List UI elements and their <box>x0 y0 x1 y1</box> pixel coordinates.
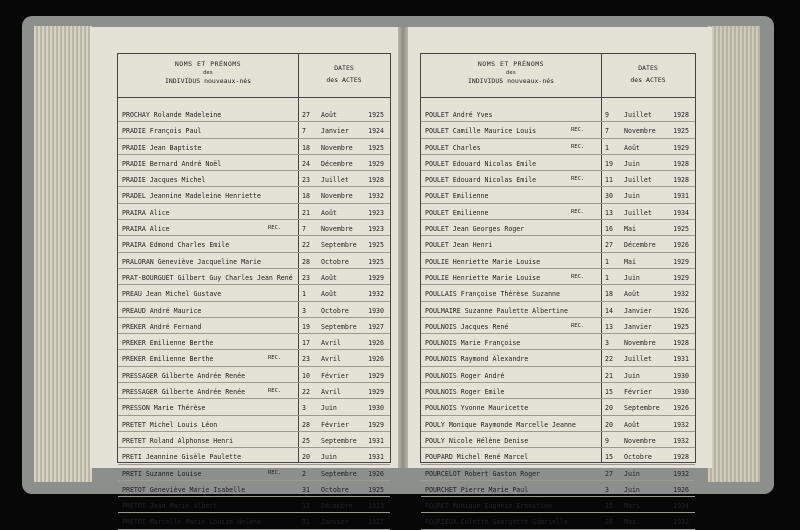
entry-year: 1927 <box>368 518 384 527</box>
entry-name: POULY Nicole Hélène Denise <box>425 436 529 445</box>
entry-row <box>421 171 695 187</box>
entry-day: 13 <box>605 322 613 331</box>
entry-year: 1925 <box>673 225 689 234</box>
entry-month: Juillet <box>624 176 652 185</box>
right-ledger <box>420 53 696 527</box>
entry-month: Mars <box>624 502 640 511</box>
entry-name: PRADIE Jacques Michel <box>122 176 206 185</box>
entry-day: 18 <box>605 290 613 299</box>
entry-day: 19 <box>302 322 310 331</box>
entry-name: PRAIRA Alice <box>122 208 170 217</box>
entry-day: 31 <box>302 518 310 527</box>
entry-row <box>118 399 390 415</box>
entry-year: 1924 <box>368 127 384 136</box>
entry-row <box>118 350 390 366</box>
entry-year: 1923 <box>368 502 384 511</box>
entry-row <box>118 383 390 399</box>
entry-month: Novembre <box>624 436 656 445</box>
entry-row <box>118 155 390 171</box>
entry-year: 1929 <box>673 143 689 152</box>
entry-row <box>421 139 695 155</box>
entry-name: PRADIE Bernard André Noël <box>122 159 222 168</box>
dates-sub: des ACTES <box>326 76 362 84</box>
entry-row <box>421 465 695 481</box>
entry-month: Juillet <box>624 208 652 217</box>
entry-row <box>118 236 390 252</box>
entry-day: 22 <box>302 241 310 250</box>
entry-month: Décembre <box>321 159 353 168</box>
entry-note: REC. <box>571 322 585 329</box>
entry-name: POULET Emilienne <box>425 208 489 217</box>
entry-name: PREKER Emilienne Berthe <box>122 339 214 348</box>
entry-day: 22 <box>302 388 310 397</box>
entry-day: 10 <box>302 371 310 380</box>
entry-day: 24 <box>302 159 310 168</box>
entry-month: Septembre <box>321 241 357 250</box>
entry-year: 1925 <box>368 143 384 152</box>
entry-year: 1928 <box>673 111 689 119</box>
entry-day: 25 <box>302 436 310 445</box>
entry-day: 1 <box>605 257 609 266</box>
entry-name: POULNOIS Roger Emile <box>425 388 505 397</box>
entry-name: POURCHET Pierre Marie Paul <box>425 485 529 494</box>
entry-year: 1925 <box>368 241 384 250</box>
entry-row <box>118 497 390 513</box>
entry-day: 18 <box>302 143 310 152</box>
entry-year: 1931 <box>673 192 689 201</box>
entry-year: 1926 <box>368 355 384 364</box>
entry-name: POULET Charles <box>425 143 481 152</box>
entry-month: Novembre <box>624 339 656 348</box>
entry-name: PRETET Michel Louis Léon <box>122 420 218 429</box>
entry-row <box>118 432 390 448</box>
entry-day: 22 <box>605 355 613 364</box>
entry-row <box>118 171 390 187</box>
entry-name: PRAT-BOURGUET Gilbert Guy Charles Jean René <box>122 273 293 282</box>
entry-month: Septembre <box>321 436 357 445</box>
entry-month: Août <box>321 111 337 119</box>
names-column-header <box>118 60 298 85</box>
entry-row <box>421 155 695 171</box>
entry-day: 19 <box>605 159 613 168</box>
entry-year: 1932 <box>673 518 689 527</box>
entry-name: PRETOT Jean Marie Albert <box>122 502 218 511</box>
entry-name: POULMAIRE Suzanne Paulette Albertine <box>425 306 568 315</box>
entry-name: POULNOIS Marie Françoise <box>425 339 521 348</box>
entry-day: 7 <box>302 127 306 136</box>
entry-note: REC. <box>268 225 282 232</box>
entry-month: Avril <box>321 339 341 348</box>
entry-month: Juin <box>624 273 640 282</box>
entry-row <box>421 497 695 513</box>
entry-row <box>118 465 390 481</box>
entry-day: 1 <box>302 290 306 299</box>
entry-year: 1928 <box>673 453 689 462</box>
entry-day: 27 <box>605 469 613 478</box>
left-ledger <box>117 53 391 527</box>
entry-row <box>421 122 695 138</box>
entry-day: 23 <box>302 176 310 185</box>
entry-row <box>421 318 695 334</box>
entry-year: 1925 <box>673 322 689 331</box>
entry-year: 1927 <box>368 322 384 331</box>
entry-day: 21 <box>302 208 310 217</box>
entry-month: Novembre <box>321 143 353 152</box>
entry-day: 15 <box>605 453 613 462</box>
entry-month: Juin <box>321 404 337 413</box>
entry-row <box>421 204 695 220</box>
entry-row <box>421 513 695 529</box>
names-des: des <box>203 70 213 76</box>
entry-month: Août <box>624 420 640 429</box>
entry-row <box>118 285 390 301</box>
entry-row <box>421 367 695 383</box>
entry-day: 28 <box>605 518 613 527</box>
entry-month: Février <box>321 371 349 380</box>
entry-month: Juillet <box>321 176 349 185</box>
entry-year: 1928 <box>673 339 689 348</box>
entry-month: Octobre <box>321 257 349 266</box>
entry-year: 1930 <box>368 404 384 413</box>
entry-row <box>421 432 695 448</box>
entry-day: 3 <box>302 306 306 315</box>
entry-year: 1930 <box>673 388 689 397</box>
entry-year: 1930 <box>673 371 689 380</box>
entry-month: Août <box>624 143 640 152</box>
entry-month: Août <box>321 290 337 299</box>
dates-column-header <box>298 64 390 84</box>
entry-day: 17 <box>302 339 310 348</box>
entry-name: POULNOIS Jacques René <box>425 322 509 331</box>
entry-year: 1929 <box>368 371 384 380</box>
entry-row <box>118 204 390 220</box>
entry-year: 1926 <box>368 469 384 478</box>
entry-row <box>421 416 695 432</box>
entry-month: Décembre <box>321 502 353 511</box>
entry-name: PRETOT Geneviève Marie Isabelle <box>122 485 246 494</box>
entry-name: POULET Edouard Nicolas Emile <box>425 159 537 168</box>
book-gutter <box>398 27 408 468</box>
entry-month: Octobre <box>321 485 349 494</box>
entry-name: POULET Emilienne <box>425 192 489 201</box>
entry-month: Juin <box>624 469 640 478</box>
entry-month: Mai <box>624 257 636 266</box>
entry-day: 30 <box>605 192 613 201</box>
entry-name: POULET Jean Henri <box>425 241 493 250</box>
entry-day: 3 <box>302 404 306 413</box>
entry-row <box>421 285 695 301</box>
entry-name: POULIE Henriette Marie Louise <box>425 257 541 266</box>
entry-name: PRADIE François Paul <box>122 127 202 136</box>
entry-month: Juin <box>624 192 640 201</box>
entry-row <box>421 399 695 415</box>
entry-year: 1923 <box>368 208 384 217</box>
dates-sub: des ACTES <box>630 76 666 84</box>
entry-row <box>421 448 695 464</box>
entry-day: 1 <box>605 273 609 282</box>
entry-day: 11 <box>605 176 613 185</box>
entry-day: 13 <box>605 208 613 217</box>
entry-year: 1926 <box>673 485 689 494</box>
entry-year: 1928 <box>673 176 689 185</box>
entry-year: 1928 <box>673 159 689 168</box>
entry-name: PRALORAN Geneviève Jacqueline Marie <box>122 257 261 266</box>
entry-day: 21 <box>605 371 613 380</box>
entry-month: Décembre <box>624 241 656 250</box>
entry-day: 23 <box>302 273 310 282</box>
left-entries <box>118 106 390 530</box>
dates-title: DATES <box>334 64 354 72</box>
entry-month: Août <box>624 290 640 299</box>
entry-year: 1929 <box>368 159 384 168</box>
entry-year: 1929 <box>368 388 384 397</box>
entry-name: PRETI Jeannine Gisèle Paulette <box>122 453 242 462</box>
entry-note: REC. <box>571 127 585 134</box>
entry-year: 1931 <box>368 436 384 445</box>
names-title: NOMS ET PRÉNOMS <box>477 60 545 68</box>
entry-year: 1934 <box>673 208 689 217</box>
names-sub1: INDIVIDUS <box>164 77 201 85</box>
entry-row <box>421 350 695 366</box>
entry-name: PRAIRA Edmond Charles Emile <box>122 241 230 250</box>
ledger-header <box>421 54 695 98</box>
entry-month: Novembre <box>624 127 656 136</box>
entry-year: 1932 <box>673 290 689 299</box>
entry-month: Mai <box>624 225 636 234</box>
ledger-header <box>118 54 390 98</box>
entry-name: PRAIRA Alice <box>122 225 170 234</box>
right-entries <box>421 106 695 530</box>
entry-name: POUPARD Michel René Marcel <box>425 453 529 462</box>
entry-day: 28 <box>302 257 310 266</box>
entry-day: 27 <box>605 241 613 250</box>
entry-name: PROCHAY Rolande Madeleine <box>122 111 222 119</box>
left-page-edges <box>34 26 92 482</box>
entry-day: 9 <box>605 111 609 119</box>
entry-row <box>118 481 390 497</box>
entry-note: REC. <box>571 208 585 215</box>
entry-name: POURET Monique Eugénie Ernestine <box>425 502 553 511</box>
entry-row <box>118 187 390 203</box>
entry-year: 1932 <box>368 192 384 201</box>
entry-year: 1926 <box>673 306 689 315</box>
entry-month: Août <box>321 273 337 282</box>
entry-year: 1926 <box>368 339 384 348</box>
entry-row <box>421 302 695 318</box>
entry-year: 1925 <box>673 127 689 136</box>
entry-year: 1932 <box>673 436 689 445</box>
entry-note: REC. <box>268 469 282 476</box>
entry-name: POULNOIS Roger André <box>425 371 505 380</box>
names-title: NOMS ET PRÉNOMS <box>174 60 242 68</box>
entry-year: 1928 <box>368 176 384 185</box>
entry-name: POULLAIS Françoise Thérèse Suzanne <box>425 290 560 299</box>
names-sub1: INDIVIDUS <box>467 77 504 85</box>
entry-name: PREKER André Fernand <box>122 322 202 331</box>
entry-month: Janvier <box>624 322 652 331</box>
entry-month: Septembre <box>321 322 357 331</box>
entry-month: Février <box>321 420 349 429</box>
entry-month: Octobre <box>624 453 652 462</box>
entry-year: 1929 <box>673 273 689 282</box>
entry-note: REC. <box>571 143 585 150</box>
entry-day: 7 <box>302 225 306 234</box>
entry-name: POULET Jean Georges Roger <box>425 225 525 234</box>
entry-year: 1931 <box>368 453 384 462</box>
entry-month: Août <box>321 208 337 217</box>
entry-name: POULET Edouard Nicolas Emile <box>425 176 537 185</box>
entry-month: Juin <box>624 371 640 380</box>
entry-day: 15 <box>605 502 613 511</box>
names-sub2: nouveaux-nés <box>507 77 555 85</box>
entry-year: 1934 <box>673 502 689 511</box>
entry-day: 31 <box>302 485 310 494</box>
names-des: des <box>506 70 516 76</box>
entry-row <box>118 106 390 122</box>
entry-row <box>118 220 390 236</box>
entry-row <box>118 334 390 350</box>
entry-year: 1930 <box>368 306 384 315</box>
entry-day: 23 <box>302 355 310 364</box>
entry-year: 1923 <box>368 225 384 234</box>
entry-day: 7 <box>605 127 609 136</box>
dates-title: DATES <box>638 64 658 72</box>
entry-day: 20 <box>605 404 613 413</box>
entry-month: Juin <box>624 485 640 494</box>
entry-day: 15 <box>605 388 613 397</box>
entry-month: Janvier <box>624 306 652 315</box>
entry-year: 1929 <box>368 420 384 429</box>
entry-name: PREAU Jean Michel Gustave <box>122 290 222 299</box>
entry-month: Novembre <box>321 225 353 234</box>
entry-row <box>421 236 695 252</box>
entry-name: POULNOIS Yvonne Mauricette <box>425 404 529 413</box>
entry-month: Avril <box>321 355 341 364</box>
entry-day: 14 <box>605 306 613 315</box>
entry-name: POULNOIS Raymond Alexandre <box>425 355 529 364</box>
entry-name: PRADIE Jean Baptiste <box>122 143 202 152</box>
entry-row <box>118 253 390 269</box>
entry-name: PRETI Suzanne Louise <box>122 469 202 478</box>
entry-name: POULET André Yves <box>425 111 493 119</box>
entry-name: PRESSAGER Gilberte Andrée Renée <box>122 388 246 397</box>
entry-note: REC. <box>571 176 585 183</box>
entry-row <box>118 513 390 529</box>
entry-name: PRETOT Marcelle Marie Louise Hélène <box>122 518 261 527</box>
entry-name: PRETET Roland Alphonse Henri <box>122 436 234 445</box>
entry-row <box>118 139 390 155</box>
entry-name: PRADEL Jeannine Madeleine Henriette <box>122 192 261 201</box>
entry-row <box>118 269 390 285</box>
entry-month: Septembre <box>624 404 660 413</box>
entry-name: POULET Camille Maurice Louis <box>425 127 537 136</box>
entry-month: Mai <box>624 518 636 527</box>
entry-row <box>421 481 695 497</box>
entry-month: Janvier <box>321 518 349 527</box>
entry-year: 1926 <box>673 404 689 413</box>
entry-day: 27 <box>302 111 310 119</box>
entry-name: POURCELOT Robert Gaston Roger <box>425 469 541 478</box>
entry-row <box>118 416 390 432</box>
entry-row <box>421 220 695 236</box>
entry-year: 1932 <box>673 420 689 429</box>
right-page-edges <box>708 26 760 482</box>
entry-note: REC. <box>571 273 585 280</box>
entry-row <box>118 448 390 464</box>
entry-row <box>421 187 695 203</box>
entry-day: 2 <box>302 469 306 478</box>
entry-name: POULIE Henriette Marie Louise <box>425 273 541 282</box>
entry-month: Février <box>624 388 652 397</box>
entry-row <box>421 269 695 285</box>
entry-row <box>421 106 695 122</box>
entry-year: 1925 <box>368 257 384 266</box>
entry-year: 1925 <box>368 111 384 119</box>
entry-row <box>118 302 390 318</box>
entry-day: 16 <box>605 225 613 234</box>
entry-row <box>118 318 390 334</box>
entry-note: REC. <box>268 355 282 362</box>
entry-day: 13 <box>302 502 310 511</box>
entry-name: PRESSON Marie Thérèse <box>122 404 206 413</box>
names-column-header <box>421 60 601 85</box>
entry-row <box>421 334 695 350</box>
names-sub2: nouveaux-nés <box>204 77 252 85</box>
dates-column-header <box>601 64 695 84</box>
entry-month: Avril <box>321 388 341 397</box>
entry-day: 3 <box>605 339 609 348</box>
entry-year: 1929 <box>673 257 689 266</box>
entry-month: Juin <box>321 453 337 462</box>
entry-row <box>118 122 390 138</box>
entry-month: Octobre <box>321 306 349 315</box>
entry-row <box>118 367 390 383</box>
entry-row <box>421 253 695 269</box>
entry-month: Septembre <box>321 469 357 478</box>
entry-day: 20 <box>302 453 310 462</box>
entry-year: 1932 <box>368 290 384 299</box>
entry-day: 20 <box>605 420 613 429</box>
entry-month: Juillet <box>624 111 652 119</box>
entry-year: 1932 <box>673 469 689 478</box>
entry-month: Juillet <box>624 355 652 364</box>
entry-year: 1925 <box>368 485 384 494</box>
entry-day: 3 <box>605 485 609 494</box>
entry-name: POULY Monique Raymonde Marcelle Jeanne <box>425 420 576 429</box>
entry-month: Novembre <box>321 192 353 201</box>
entry-year: 1929 <box>368 273 384 282</box>
entry-month: Juin <box>624 159 640 168</box>
entry-note: REC. <box>268 388 282 395</box>
entry-day: 28 <box>302 420 310 429</box>
entry-row <box>421 383 695 399</box>
entry-day: 9 <box>605 436 609 445</box>
entry-name: PREKER Emilienne Berthe <box>122 355 214 364</box>
entry-year: 1926 <box>673 241 689 250</box>
entry-name: POURIEUX Colette Georgette Gabrielle <box>425 518 568 527</box>
entry-name: PREAUD André Maurice <box>122 306 202 315</box>
entry-month: Janvier <box>321 127 349 136</box>
entry-day: 1 <box>605 143 609 152</box>
entry-name: PRESSAGER Gilberte Andrée Renée <box>122 371 246 380</box>
entry-day: 18 <box>302 192 310 201</box>
entry-year: 1931 <box>673 355 689 364</box>
